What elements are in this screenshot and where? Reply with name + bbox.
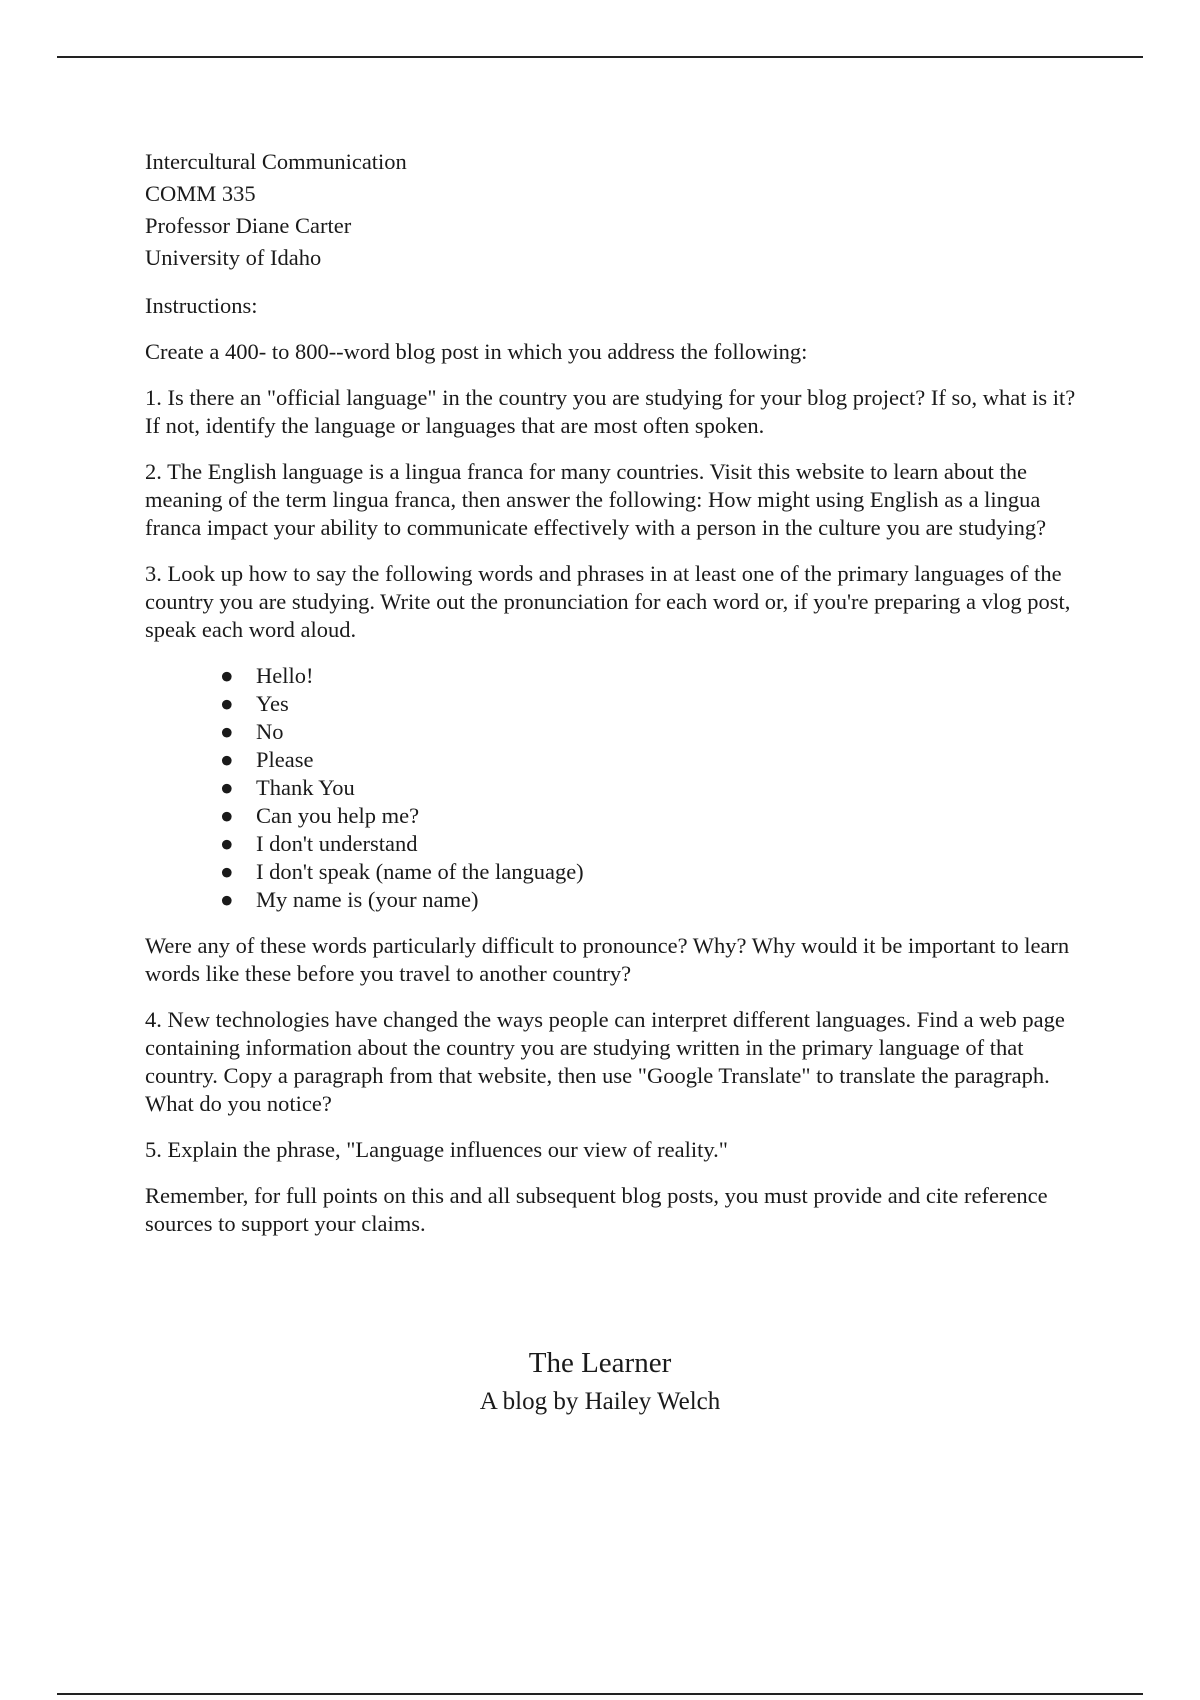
bullet-icon: ● xyxy=(220,775,234,800)
list-item xyxy=(220,690,1095,718)
list-item xyxy=(220,774,1095,802)
bullet-icon: ● xyxy=(220,719,234,744)
course-header xyxy=(145,146,1095,274)
intro-paragraph: Create a 400- to 800--word blog post in which you address the following: xyxy=(145,339,808,364)
top-rule xyxy=(57,56,1143,58)
bullet-icon: ● xyxy=(220,691,234,716)
list-item xyxy=(220,746,1095,774)
phrase-text: Hello! xyxy=(256,663,314,688)
document-body xyxy=(145,146,1095,1256)
bullet-icon: ● xyxy=(220,831,234,856)
instructions-label: Instructions: xyxy=(145,293,258,318)
blog-title: The Learner xyxy=(528,1347,672,1379)
question-3-followup: Were any of these words particularly difficult to pronounce? Why? Why would it be important to learn words like these before you travel to another country? xyxy=(145,933,1070,986)
question-3: 3. Look up how to say the following words and phrases in at least one of the primary languages of the country you are studying. Write out the pronunciation for each word or, if you're preparing a vlog post, speak each word aloud. xyxy=(145,561,1071,642)
phrase-list xyxy=(145,662,1095,914)
bottom-rule xyxy=(57,1693,1143,1695)
bullet-icon: ● xyxy=(220,663,234,688)
bullet-icon: ● xyxy=(220,803,234,828)
phrase-text: Yes xyxy=(256,691,289,716)
professor-name: Professor Diane Carter xyxy=(145,213,352,238)
list-item xyxy=(220,662,1095,690)
phrase-text: I don't speak (name of the language) xyxy=(256,859,584,884)
phrase-text: Can you help me? xyxy=(256,803,420,828)
question-4: 4. New technologies have changed the ways people can interpret different languages. Find a web page containing information about the country you are studying written in the primary language of that country. Copy a paragraph from that website, then use "Google Translate" to translate the paragraph. What do you notice? xyxy=(145,1007,1065,1116)
question-5: 5. Explain the phrase, "Language influences our view of reality." xyxy=(145,1137,728,1162)
bullet-icon: ● xyxy=(220,887,234,912)
reminder-paragraph: Remember, for full points on this and all subsequent blog posts, you must provide and cite reference sources to support your claims. xyxy=(145,1183,1048,1236)
list-item xyxy=(220,830,1095,858)
course-name: Intercultural Communication xyxy=(145,149,407,174)
bullet-icon: ● xyxy=(220,859,234,884)
question-2: 2. The English language is a lingua franca for many countries. Visit this website to learn about the meaning of the term lingua franca, then answer the following: How might using English as a lingua franca impact your ability to communicate effectively with a person in the culture you are studying? xyxy=(145,459,1047,540)
course-code: COMM 335 xyxy=(145,181,256,206)
phrase-text: I don't understand xyxy=(256,831,418,856)
university-name: University of Idaho xyxy=(145,245,322,270)
list-item xyxy=(220,718,1095,746)
bullet-icon: ● xyxy=(220,747,234,772)
phrase-text: Thank You xyxy=(256,775,355,800)
list-item xyxy=(220,858,1095,886)
phrase-text: My name is (your name) xyxy=(256,887,479,912)
list-item xyxy=(220,802,1095,830)
list-item xyxy=(220,886,1095,914)
blog-byline: A blog by Hailey Welch xyxy=(479,1388,721,1415)
question-1: 1. Is there an "official language" in the country you are studying for your blog project? If so, what is it? If not, identify the language or languages that are most often spoken. xyxy=(145,385,1076,438)
phrase-text: No xyxy=(256,719,284,744)
phrase-text: Please xyxy=(256,747,314,772)
